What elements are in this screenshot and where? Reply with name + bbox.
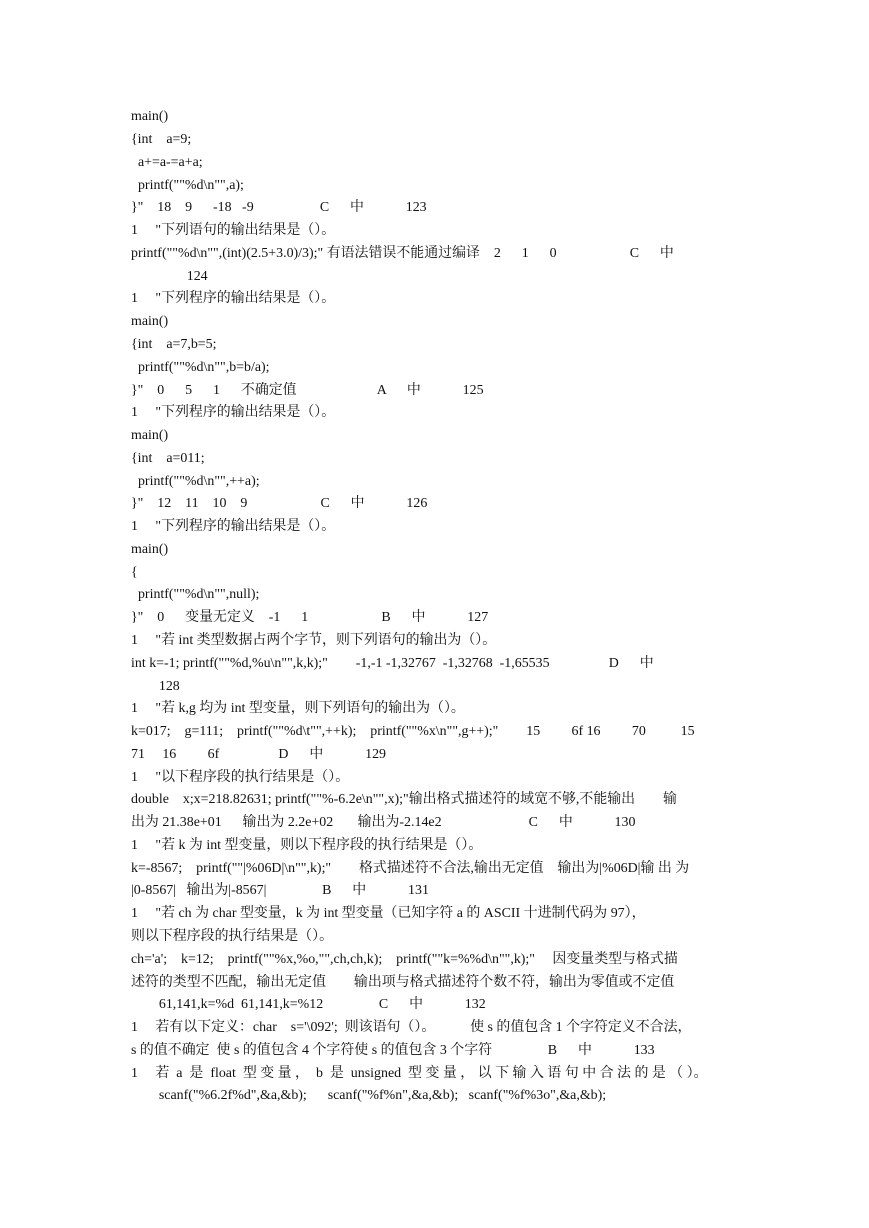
text-line: printf(""%d\n"",a); bbox=[131, 178, 244, 193]
text-line: 则以下程序段的执行结果是（）。 bbox=[131, 929, 334, 944]
text-line: ch='a'; k=12; printf(""%x,%o,"",ch,ch,k); printf(""k=%%d\n"",k);" 因变量类型与格式描 bbox=[131, 952, 678, 967]
text-line: 1 "下列程序的输出结果是（）。 bbox=[131, 519, 336, 534]
text-line: double x;x=218.82631; printf(""%-6.2e\n"",x);"输出格式描述符的域宽不够,不能输出 输 bbox=[131, 792, 677, 807]
text-line: main() bbox=[131, 109, 169, 124]
text-line: 1 "下列语句的输出结果是（）。 bbox=[131, 223, 336, 238]
text-line: 1 "若 k,g 均为 int 型变量，则下列语句的输出为（）。 bbox=[131, 701, 465, 716]
text-line: printf(""%d\n"",null); bbox=[131, 587, 260, 602]
text-line: { bbox=[131, 565, 138, 580]
text-line: |0-8567| 输出为|-8567| B 中 131 bbox=[131, 883, 429, 898]
text-line: 124 bbox=[131, 269, 208, 284]
text-line: k=-8567; printf(""|%06D|\n"",k);" 格式描述符不合法,输出无定值 输出为|%06D|输 出 为 bbox=[131, 861, 690, 876]
text-line: }" 0 5 1 不确定值 A 中 125 bbox=[131, 383, 484, 398]
text-line: }" 18 9 -18 -9 C 中 123 bbox=[131, 200, 427, 215]
text-line: }" 12 11 10 9 C 中 126 bbox=[131, 496, 428, 511]
text-line: printf(""%d\n"",++a); bbox=[131, 474, 260, 489]
text-line: 128 bbox=[131, 679, 180, 694]
text-line: {int a=011; bbox=[131, 451, 205, 466]
text-line: 1 "若 int 类型数据占两个字节，则下列语句的输出为（）。 bbox=[131, 633, 497, 648]
text-line: 出为 21.38e+01 输出为 2.2e+02 输出为-2.14e2 C 中 130 bbox=[131, 815, 636, 830]
text-line: main() bbox=[131, 542, 169, 557]
text-line: scanf("%6.2f%d",&a,&b); scanf("%f%n",&a,&b); scanf("%f%3o",&a,&b); bbox=[131, 1088, 607, 1103]
text-line: 1 "下列程序的输出结果是（）。 bbox=[131, 291, 336, 306]
text-line: {int a=7,b=5; bbox=[131, 337, 217, 352]
text-line: printf(""%d\n"",b=b/a); bbox=[131, 360, 270, 375]
text-line: 1 "若 ch 为 char 型变量，k 为 int 型变量（已知字符 a 的 ASCII 十进制代码为 97）， bbox=[131, 906, 646, 921]
text-line: a+=a-=a+a; bbox=[131, 155, 203, 170]
text-line: }" 0 变量无定义 -1 1 B 中 127 bbox=[131, 610, 489, 625]
text-line: 述符的类型不匹配，输出无定值 输出项与格式描述符个数不符，输出为零值或不定值 bbox=[131, 975, 675, 990]
text-line: 61,141,k=%d 61,141,k=%12 C 中 132 bbox=[131, 997, 486, 1012]
text-line: 1 若有以下定义：char s='\092'; 则该语句（）。 使 s 的值包含 1 个字符定义不合法， bbox=[131, 1020, 692, 1035]
text-line: k=017; g=111; printf(""%d\t"",++k); printf(""%x\n"",g++);" 15 6f 16 70 15 bbox=[131, 724, 695, 739]
text-line: int k=-1; printf(""%d,%u\n"",k,k);" -1,-1 -1,32767 -1,32768 -1,65535 D 中 bbox=[131, 656, 654, 671]
text-line: main() bbox=[131, 314, 169, 329]
text-line: 1 "若 k 为 int 型变量，则以下程序段的执行结果是（）。 bbox=[131, 838, 483, 853]
text-line: {int a=9; bbox=[131, 132, 192, 147]
text-line: printf(""%d\n"",(int)(2.5+3.0)/3);" 有语法错误不能通过编译 2 1 0 C 中 bbox=[131, 246, 674, 261]
text-line: 71 16 6f D 中 129 bbox=[131, 747, 387, 762]
text-line: 1 "下列程序的输出结果是（）。 bbox=[131, 405, 336, 420]
text-line: 1 若 a 是 float 型 变 量 ， b 是 unsigned 型 变 量 ， 以 下 输 入 语 句 中 合 法 的 是 （ ）。 bbox=[131, 1066, 708, 1081]
text-line: main() bbox=[131, 428, 169, 443]
text-line: 1 "以下程序段的执行结果是（）。 bbox=[131, 770, 350, 785]
text-line: s 的值不确定 使 s 的值包含 4 个字符使 s 的值包含 3 个字符 B 中 133 bbox=[131, 1043, 655, 1058]
